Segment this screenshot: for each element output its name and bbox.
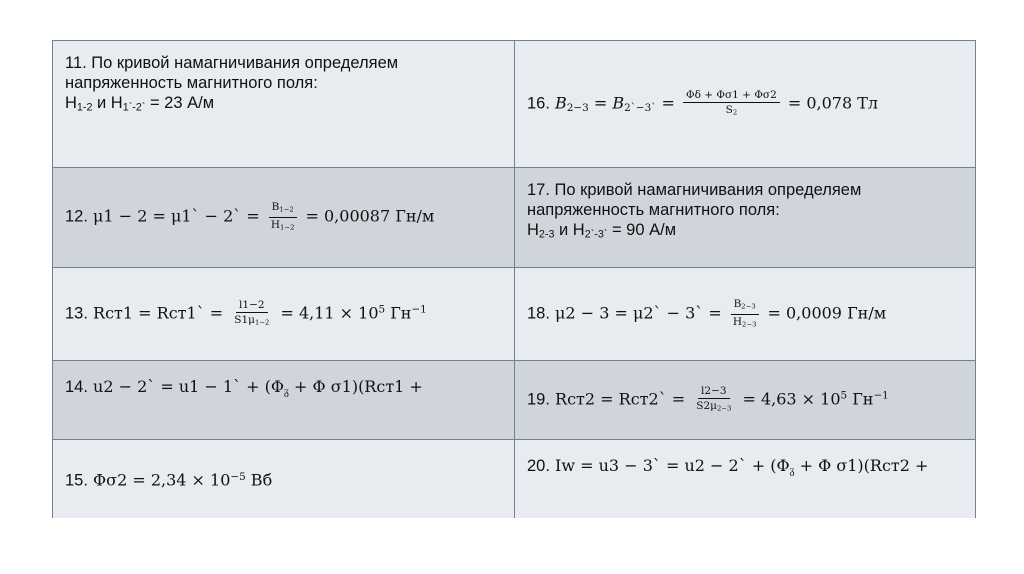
cell-17-text — [527, 180, 861, 245]
cell-11-line3: $H_{1-2}$ и $H_{1`-2`} = 23$ А/м — [65, 94, 215, 114]
cell-19 — [515, 361, 975, 440]
formula-19: 19. Rст2 = Rст2` = $\frac{l2-3}{S2\mu_{2-3}}$ = $4,63 \times 10^5$ $Гн^{-1}$ — [527, 385, 889, 413]
fraction: $\frac{B_{2-3}}{H_{2-3}}$ — [730, 298, 760, 330]
fraction: $\frac{l2-3}{S2\mu_{2-3}}$ — [696, 385, 732, 413]
formula-18: 18. μ2 − 3 = μ2` − 3` = $\frac{B_{2-3}}{H_{2-3}}$ = 0,0009 Гн/м — [527, 297, 887, 329]
cell-17-line3: $H_{2-3}$ и $H_{2`-3`} = 90$ А/м — [527, 221, 677, 241]
formula-14: 14. u2 − 2` = u1 − 1` + ($\Phi_ᵹ + \Phi$ σ1)(Rст1 + — [65, 377, 423, 398]
cell-17-line1: 17. По кривой намагничивания определяем — [527, 181, 862, 199]
fraction: $\frac{\Phi\delta + \Phi\sigma 1 + \Phi\sigma 2}{S_2}$ — [683, 89, 780, 119]
cell-17-line2: напряженность магнитного поля: — [527, 201, 780, 219]
formula-table — [52, 40, 976, 518]
formula-20: 20. Iw = u3 − 3` = u2 − 2` + ($\Phi_ᵹ + \Phi$ σ1)(Rст2 + — [527, 456, 929, 477]
cell-18 — [515, 268, 975, 361]
cell-15 — [53, 440, 515, 518]
cell-13 — [53, 268, 515, 361]
formula-15: 15. $\Phi\sigma 2 = 2,34 \times 10^{-5}$ Вб — [65, 470, 273, 490]
cell-11-text — [65, 53, 398, 118]
formula-13: 13. Rст1 = Rст1` = $\frac{l1-2}{S1\mu_{1-2}}$ = $4,11 \times 10^5$ $Гн^{-1}$ — [65, 299, 427, 327]
cell-11 — [53, 41, 515, 168]
cell-20 — [515, 440, 975, 518]
cell-14 — [53, 361, 515, 440]
fraction: $\frac{l1-2}{S1\mu_{1-2}}$ — [234, 299, 270, 327]
formula-16: 16. $B_{2-3} = B_{2`-3`}$ = $\frac{\Phi\delta + \Phi\sigma 1 + \Phi\sigma 2}{S_2}$ = 0,078 Тл — [527, 89, 879, 117]
cell-11-line1: 11. По кривой намагничивания определяем — [65, 54, 399, 72]
formula-12: 12. μ1 − 2 = μ1` − 2` = $\frac{B_{1-2}}{H_{1-2}}$ = 0,00087 Гн/м — [65, 201, 435, 232]
fraction: $\frac{B_{1-2}}{H_{1-2}}$ — [268, 201, 298, 233]
cell-17 — [515, 168, 975, 268]
cell-12 — [53, 168, 515, 268]
cell-16 — [515, 41, 975, 168]
cell-11-line2: напряженность магнитного поля: — [65, 74, 318, 92]
